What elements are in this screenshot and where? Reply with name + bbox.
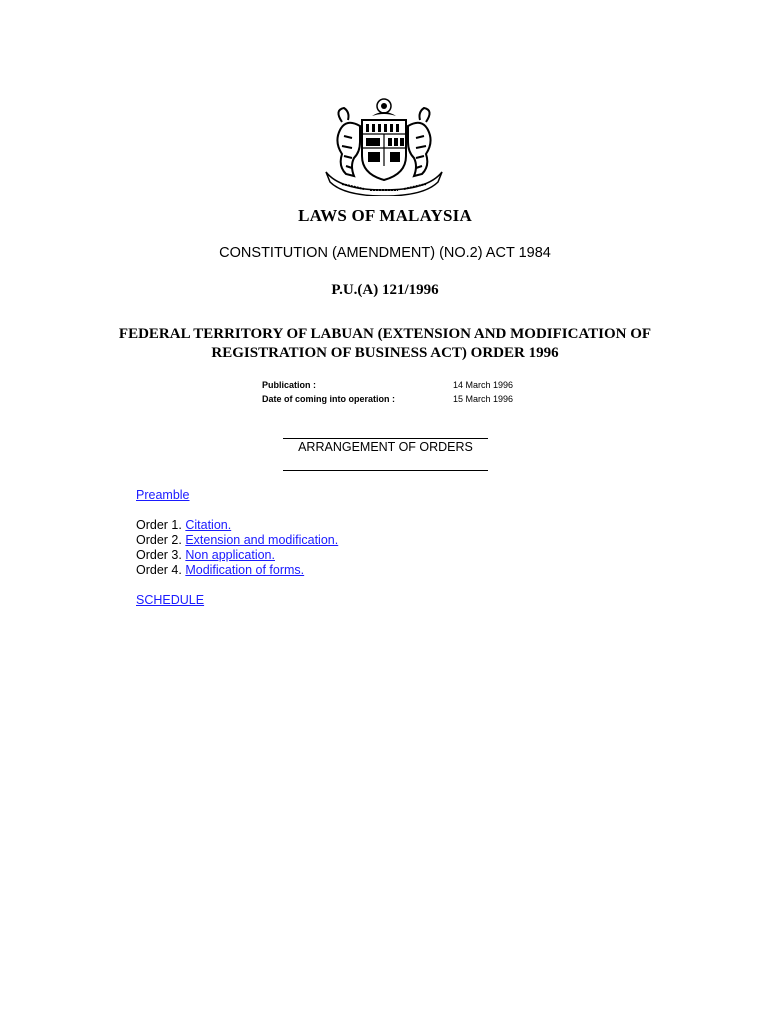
toc-orders-list <box>136 518 338 578</box>
malaysia-coat-of-arms-icon <box>320 96 448 196</box>
list-item <box>136 533 338 548</box>
operation-label: Date of coming into operation : <box>262 394 395 404</box>
publication-label: Publication : <box>262 380 316 390</box>
divider-top <box>283 438 488 439</box>
schedule-link[interactable]: SCHEDULE <box>136 593 205 607</box>
order-prefix: Order 2. <box>136 533 182 547</box>
order-prefix: Order 3. <box>136 548 182 562</box>
order-4-link[interactable]: Modification of forms. <box>185 563 305 577</box>
laws-title: LAWS OF MALAYSIA <box>298 206 472 225</box>
act-title: CONSTITUTION (AMENDMENT) (NO.2) ACT 1984 <box>219 245 551 261</box>
preamble-link[interactable]: Preamble <box>136 488 190 502</box>
order-title-line-1: FEDERAL TERRITORY OF LABUAN (EXTENSION AND MODIFICATION OF <box>118 326 652 342</box>
list-item <box>136 563 338 578</box>
meta-labels <box>262 378 395 406</box>
order-3-link[interactable]: Non application. <box>185 548 275 562</box>
order-1-link[interactable]: Citation. <box>185 518 232 532</box>
operation-date: 15 March 1996 <box>453 394 514 404</box>
order-title-line-2: REGISTRATION OF BUSINESS ACT) ORDER 1996 <box>211 345 559 361</box>
pu-number: P.U.(A) 121/1996 <box>331 282 439 298</box>
order-title <box>0 325 770 363</box>
toc-schedule <box>136 593 204 608</box>
order-2-link[interactable]: Extension and modification. <box>185 533 339 547</box>
order-prefix: Order 4. <box>136 563 182 577</box>
list-item <box>136 518 338 533</box>
order-prefix: Order 1. <box>136 518 182 532</box>
divider-bottom <box>283 470 488 471</box>
meta-values <box>453 378 513 406</box>
publication-date: 14 March 1996 <box>453 380 514 390</box>
arrangement-heading: ARRANGEMENT OF ORDERS <box>298 440 473 454</box>
list-item <box>136 548 338 563</box>
toc-preamble <box>136 488 190 503</box>
